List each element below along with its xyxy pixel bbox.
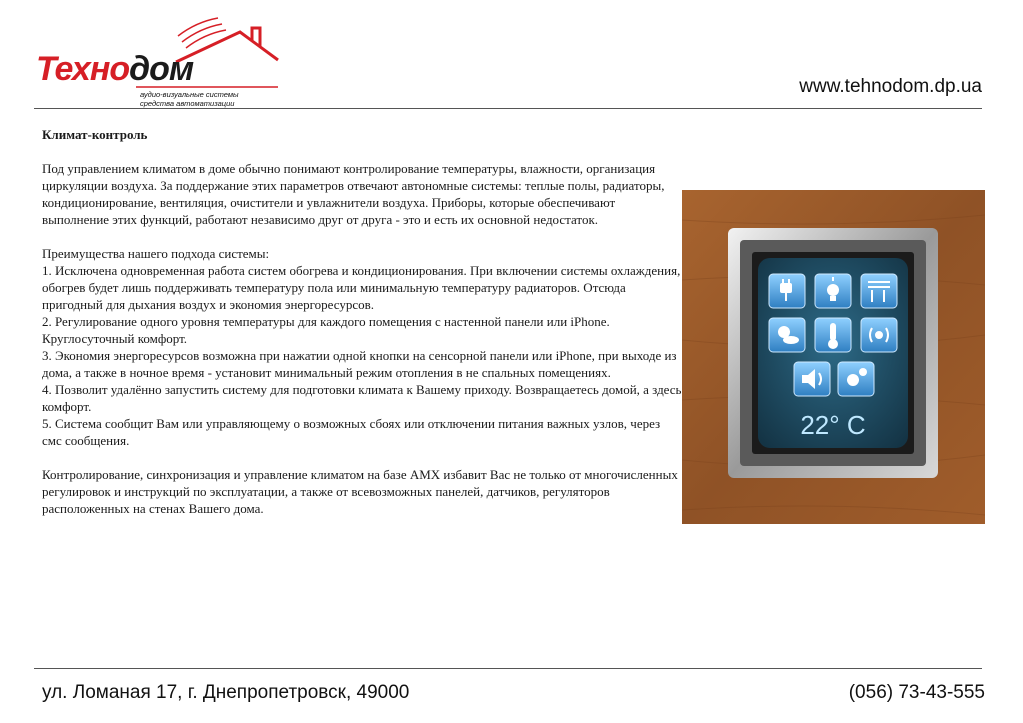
advantage-item: 4. Позволит удалённо запустить систему для подготовки климата к Вашему приходу. Возвращаетесь домой, а здесь комфорт. (42, 382, 682, 414)
climate-panel-photo (682, 190, 985, 524)
logo-subtitle-1: аудио-визуальные системы (140, 90, 239, 99)
footer-address: ул. Ломаная 17, г. Днепропетровск, 49000 (42, 682, 410, 703)
advantage-item: 1. Исключена одновременная работа систем обогрева и кондиционирования. При включении системы охлаждения, обогрев будет лишь поддерживать температуру пола или минимальную температуру радиаторов. Отсюда пригодный для дыхания воздух и экономия энергоресурсов. (42, 263, 681, 312)
advantage-item: 3. Экономия энергоресурсов возможна при нажатии одной кнопки на сенсорной панели или iPhone, при выходе из дома, а также в ночное время - установит минимальный режим отопления в не спальных помещениях. (42, 348, 677, 380)
logo-subtitle-2: средства автоматизации (140, 99, 235, 108)
article-body (42, 126, 682, 534)
panel-tile (815, 274, 851, 308)
panel-tile (794, 362, 830, 396)
advantage-item: 2. Регулирование одного уровня температуры для каждого помещения с настенной панели или iPhone. Круглосуточный комфорт. (42, 314, 610, 346)
article-title: Климат-контроль (42, 127, 148, 142)
panel-tile (815, 318, 851, 352)
logo-part2: дом (129, 50, 194, 88)
panel-tile (769, 318, 805, 352)
temperature-readout: 22° C (800, 410, 866, 440)
company-logo[interactable] (28, 10, 288, 108)
logo-wordmark (36, 52, 193, 86)
panel-tile (861, 274, 897, 308)
website-link[interactable]: www.tehnodom.dp.ua (799, 76, 982, 97)
logo-tagline (140, 90, 239, 108)
conclusion-paragraph: Контролирование, синхронизация и управление климатом на базе AMX избавит Вас не только от многочисленных регулировок и инструкций по эксплуатации, а также от всевозможных панелей, датчиков, регуляторов расположенных на стенах Вашего дома. (42, 467, 678, 516)
logo-part1: Техно (36, 50, 130, 88)
advantages-heading: Преимущества нашего подхода системы: (42, 246, 270, 261)
footer-phone[interactable]: (056) 73-43-555 (848, 682, 985, 703)
advantage-item: 5. Система сообщит Вам или управляющему о возможных сбоях или отключении питания важных узлов, через смс сообщения. (42, 416, 661, 448)
footer-divider (34, 668, 982, 669)
intro-paragraph: Под управлением климатом в доме обычно понимают контролирование температуры, влажности, организация циркуляции воздуха. За поддержание этих параметров отвечают автономные системы: теплые полы, радиаторы, кондиционирование, вентиляция, очистители и увлажнители воздуха. Приборы, которые обеспечивают выполнение этих функций, работают независимо друг от друга - это и есть их основной недостаток. (42, 161, 665, 227)
header-divider (34, 108, 982, 109)
panel-tile (861, 318, 897, 352)
panel-tile (838, 362, 874, 396)
panel-tile (769, 274, 805, 308)
advantages-list (42, 245, 682, 449)
